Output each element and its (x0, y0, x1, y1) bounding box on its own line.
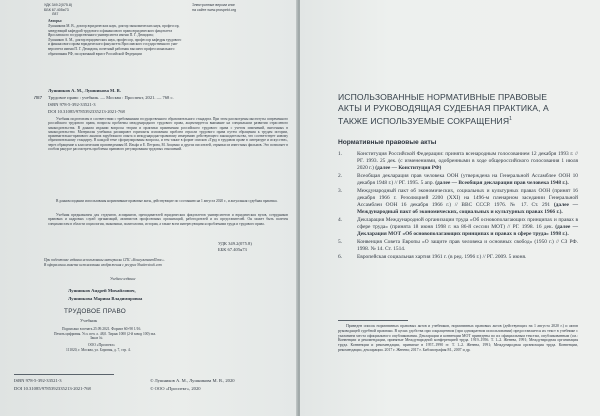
udk: УДК 349.2(075.8) (44, 3, 73, 7)
copyright-authors: © Лушников А. М., Лушникова М. В., 2020 (150, 378, 235, 383)
audience: Учебник предназначен для студентов, аспирантов, преподавателей юридических факультетов университетов и юридических вузов, сотрудников правовых и кадровых служб организаций, активистов профсоюзных организаций, работодателей и их представителей. Он может быть полезен специалистам в области социологии, экономики, политологии, истории, а также всем интересующимся проблемами труда и трудового права. (48, 213, 288, 226)
list-item (338, 188, 578, 216)
item-abbreviation: (далее — Декларация МОТ «Об основополагающих принципах и правах в сфере труда» 1998 г.). (357, 223, 578, 237)
section-heading: Нормативные правовые акты (338, 139, 437, 146)
authors-bio-line: Ярославского государственного университета имени П. Г. Демидова; (48, 33, 154, 38)
bbk-bottom: ББК 67.405я73 (218, 247, 247, 252)
item-number: 6. (338, 253, 343, 260)
copyright-publisher: © ООО «Проспект», 2020 (150, 386, 201, 391)
footnote: Приведен список нормативных правовых актов и учебников, нормативных правовых актов (действующих на 1 августа 2020 г.) и актов руководящей судебной практики. В целях удобства при сокращенном (при однократном использовании) предоставляется их текст в учебнике с указанием места официального опубликования. Декларации и конвенции МОТ приведены по их официальным текстам, опубликованным (см.: Конвенции и рекомендации, принятые Международной конференцией труда. 1919–1956. Т. 1–2. Женева, 1991; Международная организация труда. Конвенции и рекомендации, принятые в 1957–1990 гг. Т. 1–2. Женева, 1991; Международная организация труда. Конвенции, рекомендации, декларации. 2017 г. Женева; 2017 г. Библиография М., 2007 и др. (338, 324, 578, 352)
imprint-divider (14, 374, 114, 375)
chapter-title (338, 92, 553, 127)
author-line: Лушников А. М., Лушникова М. В. (48, 88, 121, 93)
item-abbreviation: (далее — Конституция РФ) (375, 164, 442, 171)
item-abbreviation: (далее — Всеобщая декларация прав человека 1948 г.). (435, 179, 569, 186)
authors-heading: Авторы: (48, 19, 62, 23)
udk-bottom: УДК 349.2(075.8) (218, 241, 252, 246)
authors-bio-line: Лушников А. М., доктор юридических наук, профессор, профессор кафедры трудового (48, 37, 182, 42)
imprint-title: ТРУДОВОЕ ПРАВО (64, 308, 127, 315)
item-number: 4. (338, 216, 343, 223)
print-detail-line: ООО «Проспект» (88, 343, 115, 347)
item-text: Всеобщая декларация прав человека ООН (утверждена на Генеральной Ассамблее ООН 10 декабря 1948 г.) // РГ. 1995. 5 апр. (357, 172, 578, 186)
electronic-version: Электронные версии книг (192, 3, 235, 7)
annotation: Учебник подготовлен в соответствии с требованиями государственного образовательного стандарта. При этом рассмотрены институты современного российского трудового права, вопросы проблемы международного трудового права, акцентируется внимание на специальном развитии отраслевого законодательства. В данном издании вопросы теории и практики применения российского трудового права с учетом изменений, внесенных в законодательство. Материалы учебника расширяют горизонты изложения проблем отрасли трудового права путем обращения к трудам истории, применительно-правового анализа зарубежного опыта и международно-правовому измерению действующего законодательства, что соответствует новому образовательному стандарту. В каждой теме сформулированы вопросы, и тем также в форме списков «Труд в трудовом праве в литературе и искусстве», через обращение к классическим произведениям И. Ильфа и Е. Петрова, М. Зощенко и других писателей, отрывки из известных фильмов. Это позволяет в особом ракурсе рассмотреть проблемы правового регулирования трудовых отношений. (48, 117, 288, 152)
item-text: Международный пакт об экономических, социальных и культурных правах ООН (принят 16 декабря 1966 г. Резолюцией 2200 (XXI) на 1496-м пленарном заседании Генеральной Ассамблеи ООН 16 декабря 1966 г.) // ВВС СССР. 1976. № 17. Ст. 291 (357, 187, 578, 208)
list-item (338, 239, 578, 253)
list-item (338, 151, 578, 172)
bbk: ББК 67.405я73 (44, 7, 69, 12)
footnote-divider (338, 320, 408, 321)
authors-bio-line: и финансового права юридического факультета Ярославского государственного уни- (48, 42, 178, 47)
list-item (338, 217, 578, 238)
shutterstock-note: В оформлении макета использованы изображения с ресурса Shutterstock.com (44, 263, 162, 267)
acts-list (338, 151, 578, 262)
item-number: 5. (338, 238, 343, 245)
list-item (338, 254, 578, 261)
left-page (0, 0, 298, 416)
isbn-bottom: ISBN 978-5-392-33521-3 (14, 378, 62, 383)
item-text: Конституция Российской Федерации: принята всенародным голосованием 12 декабря 1993 г. // РГ. 1993. 25 дек. (с изменениями, одобренными в ходе общероссийского голосования 1 июля 2020 г.) (357, 151, 578, 171)
authors-bio-line: верситета имени П. Г. Демидова, почетный работник высшего профессионального (48, 47, 175, 51)
print-detail-line: Заказ № (90, 336, 103, 341)
print-detail-line: 111020, г. Москва, ул. Боровая, д. 7, стр. 4. (66, 347, 131, 352)
title-line: Трудовое право : учебник. — Москва : Проспект, 2021. — 768 с. (48, 95, 174, 100)
code-l87-second: Л87 (34, 95, 43, 100)
item-number: 3. (338, 187, 343, 194)
imprint-author-1: Лушников Андрей Михайлович, (68, 288, 136, 293)
item-text: Декларация Международной организации труда «Об основополагающих принципах и правах в сфере труда» (принята 18 июня 1998 г. на 86-й сессии МОТ) // РГ. 1998. 16 дек. (357, 216, 578, 230)
list-item (338, 173, 578, 187)
consultant-note: При подготовке издания использованы материалы СПС «КонсультантПлюс». (44, 258, 165, 262)
chapter-title-text: ИСПОЛЬЗОВАННЫЕ НОРМАТИВНЫЕ ПРАВОВЫЕ АКТЫ И РУКОВОДЯЩАЯ СУДЕБНАЯ ПРАКТИКА, А ТАКЖЕ ИСПОЛЬЗУЕМЫЕ СОКРАЩЕНИЯ (338, 92, 549, 126)
code-l87: Л87 (52, 12, 59, 16)
item-text: Конвенция Совета Европы «О защите прав человека и основных свобод» (1950 г.) // СЗ РФ. 1998. № 14. Ст. 1514. (357, 238, 578, 252)
print-detail-line: Подписано в печать 25.09.2021. Формат 60×90 1/16. (62, 327, 142, 331)
doi: DOI 10.31085/9785392335213-2021-768 (48, 109, 125, 114)
imprint-subtitle: Учебник (80, 318, 98, 323)
print-detail-line: Печать цифровая. Усл. печ. л. 48,0. Тираж 1000 (2-й завод 100) экз. (54, 331, 157, 336)
site: на сайте www.prospekt.org (192, 7, 236, 12)
doi-bottom: DOI 10.31085/9785392335213-2021-768 (14, 386, 91, 391)
right-page (300, 0, 600, 416)
isbn: ISBN 978-5-392-33521-3 (48, 102, 96, 107)
imprint-author-2: Лушникова Марина Владимировна (68, 296, 143, 301)
law-date-note: В данном издании использованы нормативные правовые акты, действующие по состоянию на 1 августа 2020 г., и актуальная судебная практика. (56, 199, 278, 203)
item-number: 1. (338, 151, 343, 157)
item-abbreviation: (далее — Международный пакт об экономических, социальных и культурных правах 1966 г.). (357, 201, 578, 215)
authors-bio-line: образования РФ, заслуженный юрист Российской Федерации (48, 51, 142, 56)
authors-bio-line: Лушникова М. В., доктор юридических наук, доктор экономических наук, профессор, (48, 24, 180, 28)
authors-bio-line: заведующий кафедрой трудового и финансового права юридического факультета (48, 28, 173, 33)
item-text: Европейская социальная хартия 1961 г. (в ред. 1996 г.) // РГ. 2009. 5 июня. (357, 253, 527, 260)
edition-type: Учебное издание (110, 277, 136, 281)
item-number: 2. (338, 172, 343, 179)
footnote-mark: 1 (509, 116, 513, 122)
